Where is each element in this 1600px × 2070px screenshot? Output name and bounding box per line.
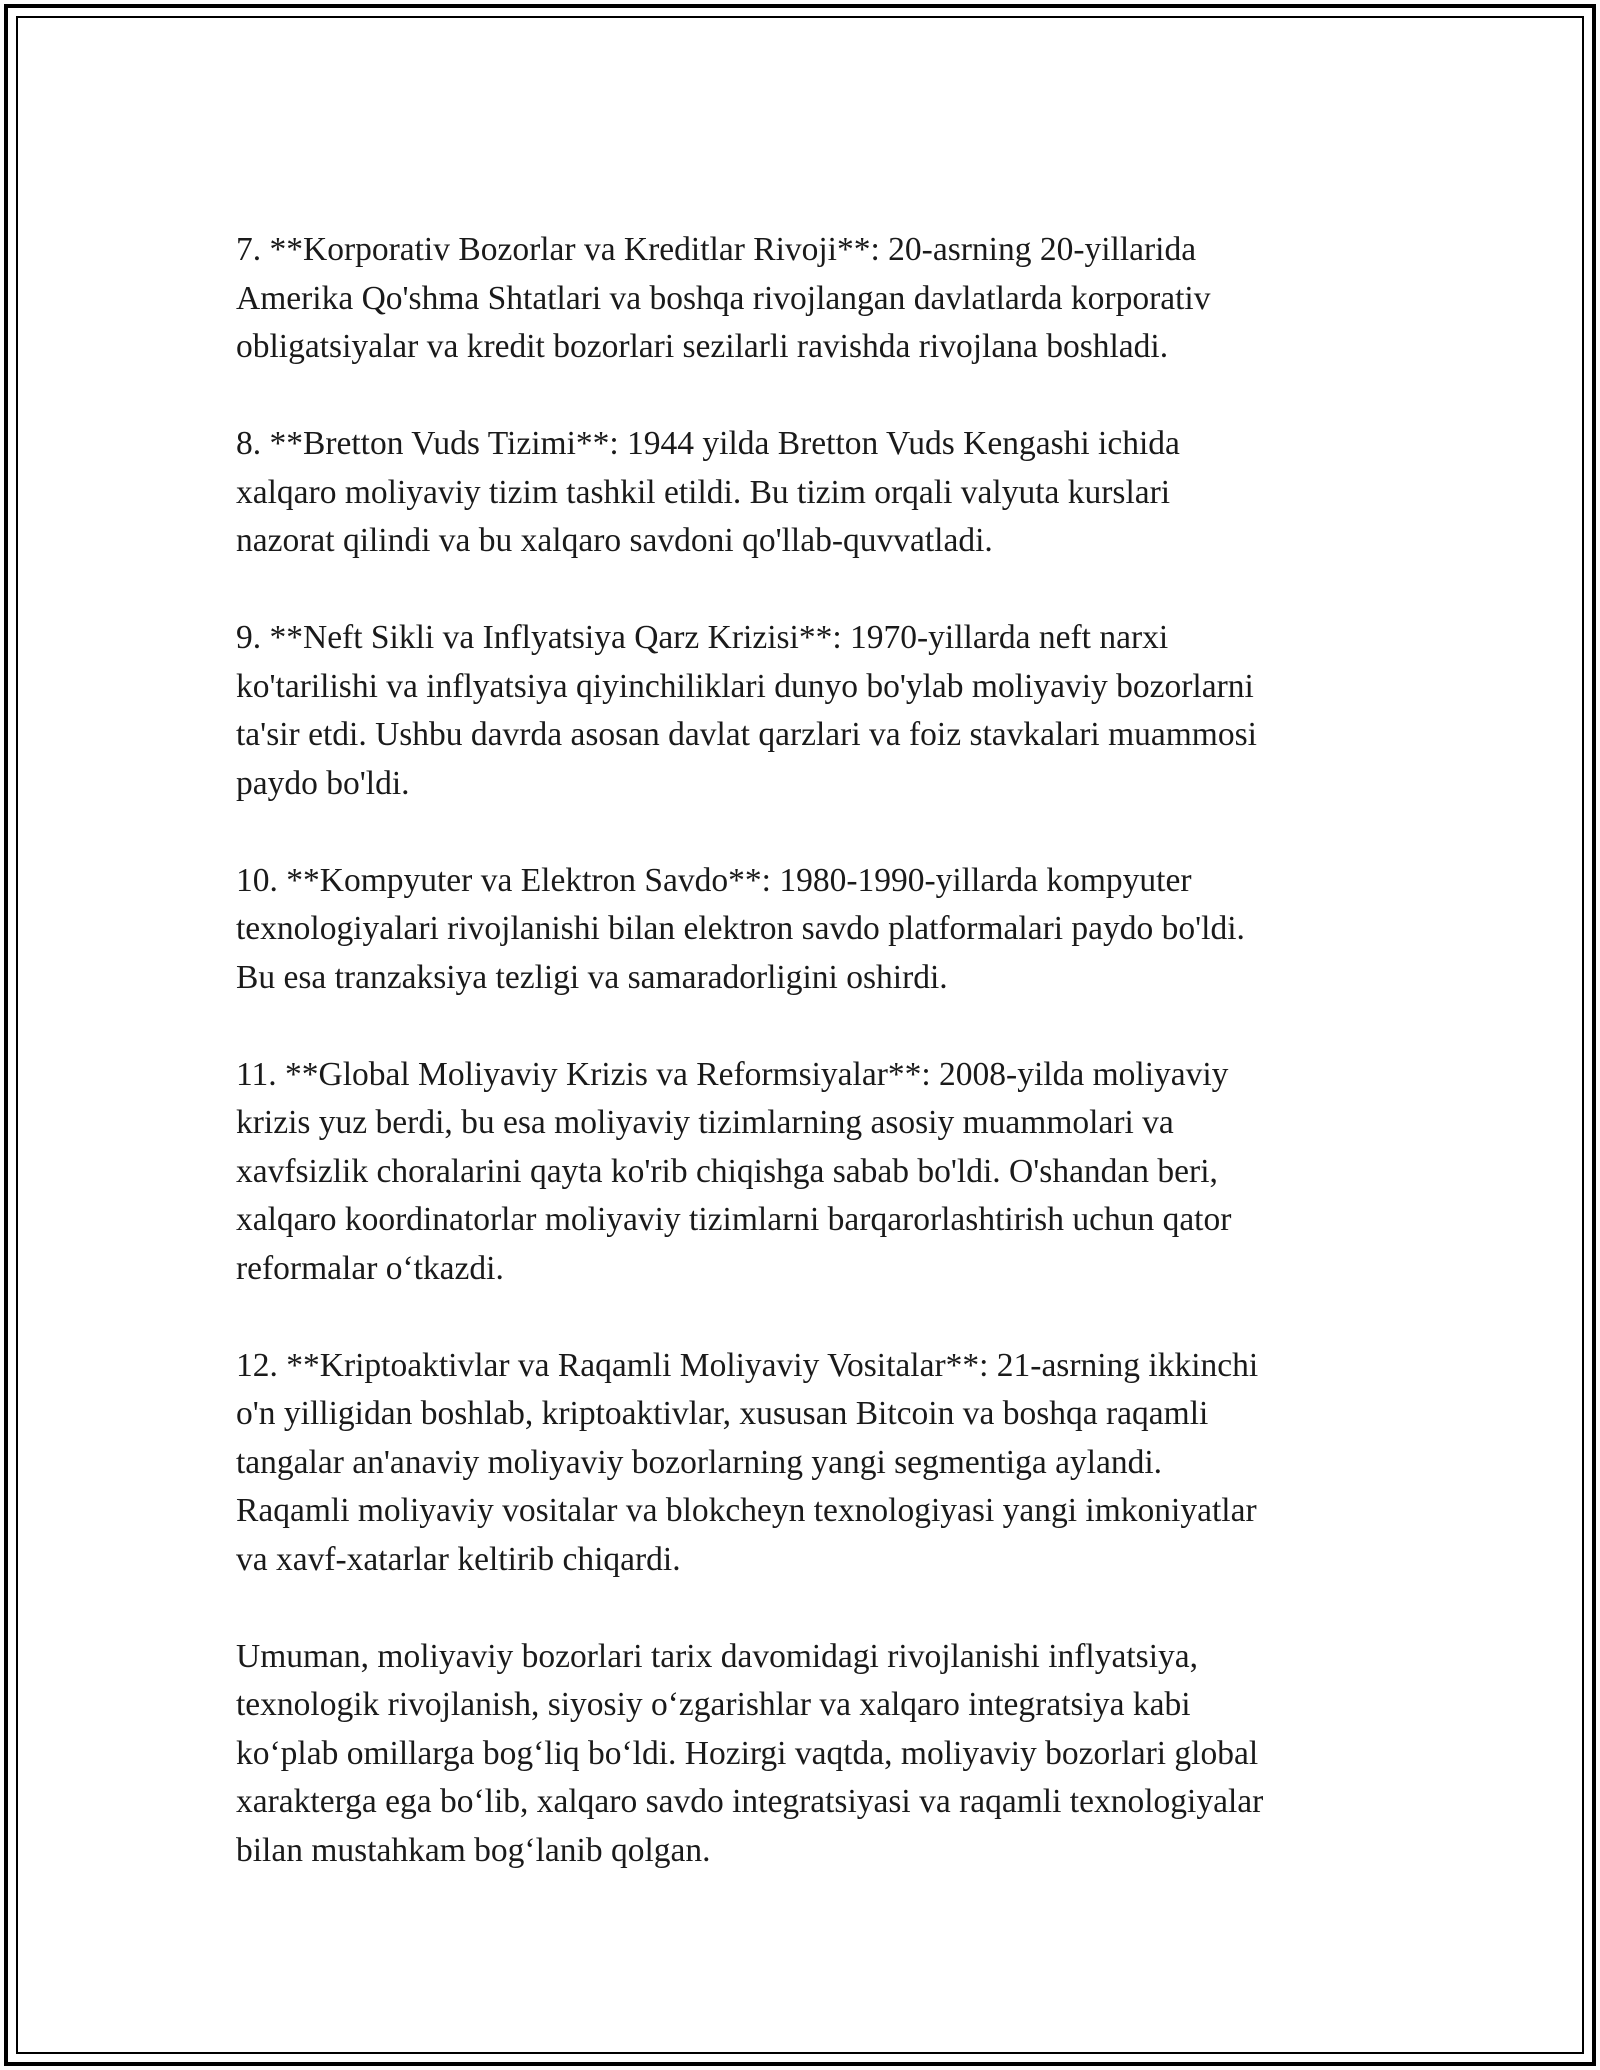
document-body bbox=[236, 226, 1396, 1924]
paragraph-item-11: 11. **Global Moliyaviy Krizis va Reformsiyalar**: 2008-yilda moliyaviy krizis yuz berdi, bu esa moliyaviy tizimlarning asosiy muammolari va xavfsizlik choralarini qayta ko'rib chiqishga sabab bo'ldi. O'shandan beri, xalqaro koordinatorlar moliyaviy tizimlarni barqarorlashtirish uchun qator reformalar o‘tkazdi. bbox=[236, 1055, 1232, 1287]
paragraph-conclusion: Umuman, moliyaviy bozorlari tarix davomidagi rivojlanishi inflyatsiya, texnologik rivojlanish, siyosiy o‘zgarishlar va xalqaro integratsiya kabi ko‘plab omillarga bog‘liq bo‘ldi. Hozirgi vaqtda, moliyaviy bozorlari global xarakterga ega bo‘lib, xalqaro savdo integratsiyasi va raqamli texnologiyalar bilan mustahkam bog‘lanib qolgan. bbox=[236, 1637, 1264, 1869]
paragraph-item-7: 7. **Korporativ Bozorlar va Kreditlar Rivoji**: 20-asrning 20-yillarida Amerika Qo'shma Shtatlari va boshqa rivojlangan davlatlarda korporativ obligatsiyalar va kredit bozorlari sezilarli ravishda rivojlana boshladi. bbox=[236, 231, 1211, 365]
paragraph-item-9: 9. **Neft Sikli va Inflyatsiya Qarz Krizisi**: 1970-yillarda neft narxi ko'tarilishi va inflyatsiya qiyinchiliklari dunyo bo'ylab moliyaviy bozorlarni ta'sir etdi. Ushbu davrda asosan davlat qarzlari va foiz stavkalari muammosi paydo bo'ldi. bbox=[236, 619, 1257, 802]
paragraph-item-10: 10. **Kompyuter va Elektron Savdo**: 1980-1990-yillarda kompyuter texnologiyalari rivojlanishi bilan elektron savdo platformalari paydo bo'ldi. Bu esa tranzaksiya tezligi va samaradorligini oshirdi. bbox=[236, 861, 1245, 996]
paragraph-item-8: 8. **Bretton Vuds Tizimi**: 1944 yilda Bretton Vuds Kengashi ichida xalqaro moliyaviy tizim tashkil etildi. Bu tizim orqali valyuta kurslari nazorat qilindi va bu xalqaro savdoni qo'llab-quvvatladi. bbox=[236, 425, 1180, 559]
paragraph-item-12: 12. **Kriptoaktivlar va Raqamli Moliyaviy Vositalar**: 21-asrning ikkinchi o'n yilligidan boshlab, kriptoaktivlar, xususan Bitcoin va boshqa raqamli tangalar an'anaviy moliyaviy bozorlarning yangi segmentiga aylandi. Raqamli moliyaviy vositalar va blokcheyn texnologiyasi yangi imkoniyatlar va xavf-xatarlar keltirib chiqardi. bbox=[236, 1346, 1259, 1578]
